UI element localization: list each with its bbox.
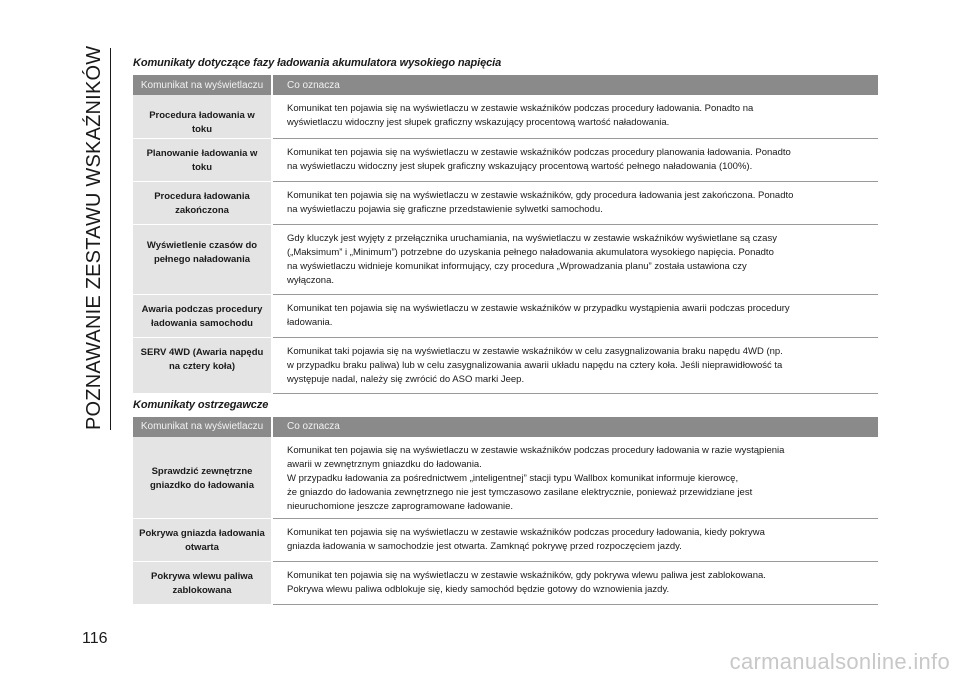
chapter-divider [110, 48, 111, 430]
table-row [133, 337, 878, 393]
message-name: Procedura ładowania w toku [133, 95, 272, 138]
chapter-title-text: POZNAWANIE ZESTAWU WSKAŹNIKÓW [83, 45, 105, 430]
message-name: SERV 4WD (Awaria napędu na cztery koła) [133, 337, 272, 393]
message-meaning: Komunikat ten pojawia się na wyświetlaczu w zestawie wskaźników, gdy pokrywa wlewu paliwa jest zablokowana. Pokrywa wlewu paliwa odblokuje się, kiedy samochód będzie gotowy do wznowienia jazdy. [272, 562, 878, 605]
message-name: Pokrywa wlewu paliwa zablokowana [133, 562, 272, 605]
table-row [133, 437, 878, 519]
page-content [133, 55, 878, 605]
section-title-charging: Komunikaty dotyczące fazy ładowania akumulatora wysokiego napięcia [133, 57, 502, 69]
message-name: Awaria podczas procedury ładowania samochodu [133, 294, 272, 337]
section-title-warnings: Komunikaty ostrzegawcze [133, 398, 269, 411]
watermark: carmanualsonline.info [729, 649, 950, 674]
table-row [133, 519, 878, 562]
column-header-meaning: Co oznacza [272, 75, 878, 95]
table-row [133, 294, 878, 337]
table-header-row [133, 417, 878, 437]
message-name: Procedura ładowania zakończona [133, 181, 272, 224]
message-meaning: Komunikat ten pojawia się na wyświetlaczu w zestawie wskaźników w przypadku wystąpienia awarii podczas procedury ładowania. [272, 294, 878, 337]
message-name: Pokrywa gniazda ładowania otwarta [133, 519, 272, 562]
page-number: 116 [82, 630, 108, 647]
message-meaning: Komunikat ten pojawia się na wyświetlaczu w zestawie wskaźników, gdy procedura ładowania jest zakończona. Ponadto na wyświetlaczu pojawia się graficzne przedstawienie sylwetki samochodu. [272, 181, 878, 224]
message-meaning: Komunikat taki pojawia się na wyświetlaczu w zestawie wskaźników w celu zasygnalizowania braku napędu 4WD (np. w przypadku braku paliwa) lub w celu zasygnalizowania awarii układu napędu na cztery koła. Jeśli nieprawidłowość ta występuje nadal, należy się zwrócić do ASO marki Jeep. [272, 337, 878, 393]
table-row [133, 138, 878, 181]
chapter-side-title [82, 45, 106, 430]
message-meaning: Gdy kluczyk jest wyjęty z przełącznika uruchamiania, na wyświetlaczu w zestawie wskaźników wyświetlane są czasy („Maksimum” i „Minimum”) potrzebne do uzyskania pełnego naładowania akumulatora wysokiego napięcia. Ponadto na wyświetlaczu widnieje komunikat informujący, czy procedura „Wprowadzania planu” została ustawiona czy wyłączona. [272, 224, 878, 294]
table-row [133, 224, 878, 294]
column-header-message: Komunikat na wyświetlaczu [133, 75, 272, 95]
message-name: Planowanie ładowania w toku [133, 138, 272, 181]
charging-messages-table [133, 75, 878, 394]
table-row [133, 181, 878, 224]
message-meaning: Komunikat ten pojawia się na wyświetlaczu w zestawie wskaźników podczas procedury ładowania. Ponadto na wyświetlaczu widoczny jest słupek graficzny wskazujący procentową wartość naładowania. [272, 95, 878, 138]
warning-messages-table [133, 417, 878, 606]
message-meaning: Komunikat ten pojawia się na wyświetlaczu w zestawie wskaźników podczas procedury ładowania, kiedy pokrywa gniazda ładowania w samochodzie jest otwarta. Zamknąć pokrywę przed rozpoczęciem jazdy. [272, 519, 878, 562]
table-row [133, 562, 878, 605]
column-header-message: Komunikat na wyświetlaczu [133, 417, 272, 437]
message-meaning: Komunikat ten pojawia się na wyświetlaczu w zestawie wskaźników podczas procedury ładowania w razie wystąpienia awarii w zewnętrznym gniazdku do ładowania. W przypadku ładowania za pośrednictwem „inteligentnej” stacji typu Wallbox komunikat informuje kierowcę, że gniazdo do ładowania zewnętrznego nie jest tymczasowo zasilane elektrycznie, ponieważ przewidziane jest nieuruchomione jeszcze zaprogramowane ładowanie. [272, 437, 878, 519]
column-header-meaning: Co oznacza [272, 417, 878, 437]
message-name: Wyświetlenie czasów do pełnego naładowania [133, 224, 272, 294]
table-row [133, 95, 878, 138]
message-name: Sprawdzić zewnętrzne gniazdko do ładowania [133, 437, 272, 519]
message-meaning: Komunikat ten pojawia się na wyświetlaczu w zestawie wskaźników podczas procedury planowania ładowania. Ponadto na wyświetlaczu widoczny jest słupek graficzny wskazujący procentową wartość pełnego naładowania (100%). [272, 138, 878, 181]
table-header-row [133, 75, 878, 95]
